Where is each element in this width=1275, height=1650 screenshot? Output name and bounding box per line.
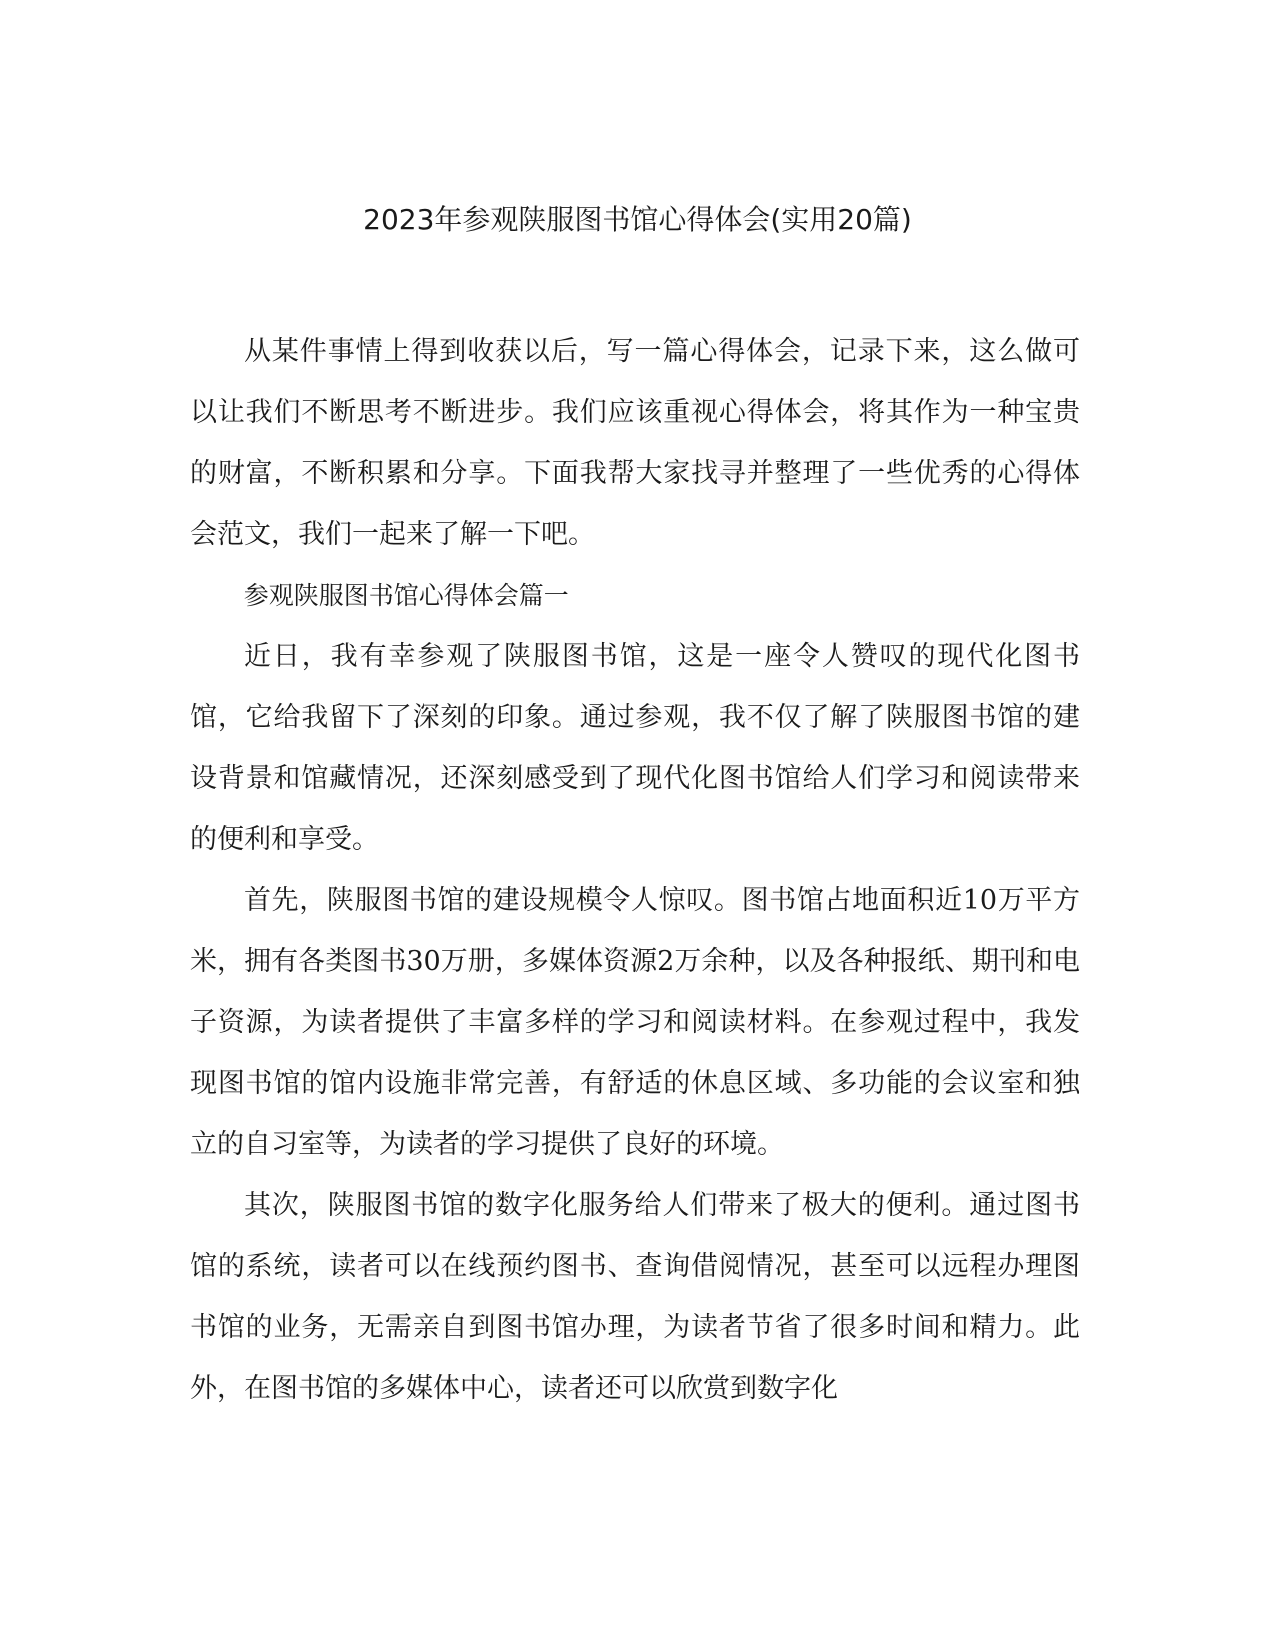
body-paragraph: 其次，陕服图书馆的数字化服务给人们带来了极大的便利。通过图书馆的系统，读者可以在线预约图书、查询借阅情况，甚至可以远程办理图书馆的业务，无需亲自到图书馆办理，为读者节省了很多时间和精力。此外，在图书馆的多媒体中心，读者还可以欣赏到数字化 (190, 1190, 1080, 1404)
document-body (190, 321, 1080, 1419)
intro-paragraph: 从某件事情上得到收获以后，写一篇心得体会，记录下来，这么做可以让我们不断思考不断进步。我们应该重视心得体会，将其作为一种宝贵的财富，不断积累和分享。下面我帮大家找寻并整理了一些优秀的心得体会范文，我们一起来了解一下吧。 (190, 336, 1080, 550)
section-heading: 参观陕服图书馆心得体会篇一 (243, 581, 569, 610)
body-paragraph: 首先，陕服图书馆的建设规模令人惊叹。图书馆占地面积近10万平方米，拥有各类图书30万册，多媒体资源2万余种，以及各种报纸、期刊和电子资源，为读者提供了丰富多样的学习和阅读材料。在参观过程中，我发现图书馆的馆内设施非常完善，有舒适的休息区域、多功能的会议室和独立的自习室等，为读者的学习提供了良好的环境。 (190, 885, 1080, 1160)
document-title: 2023年参观陕服图书馆心得体会(实用20篇) (363, 203, 912, 236)
body-paragraph: 近日，我有幸参观了陕服图书馆，这是一座令人赞叹的现代化图书馆，它给我留下了深刻的印象。通过参观，我不仅了解了陕服图书馆的建设背景和馆藏情况，还深刻感受到了现代化图书馆给人们学习和阅读带来的便利和享受。 (190, 641, 1080, 855)
